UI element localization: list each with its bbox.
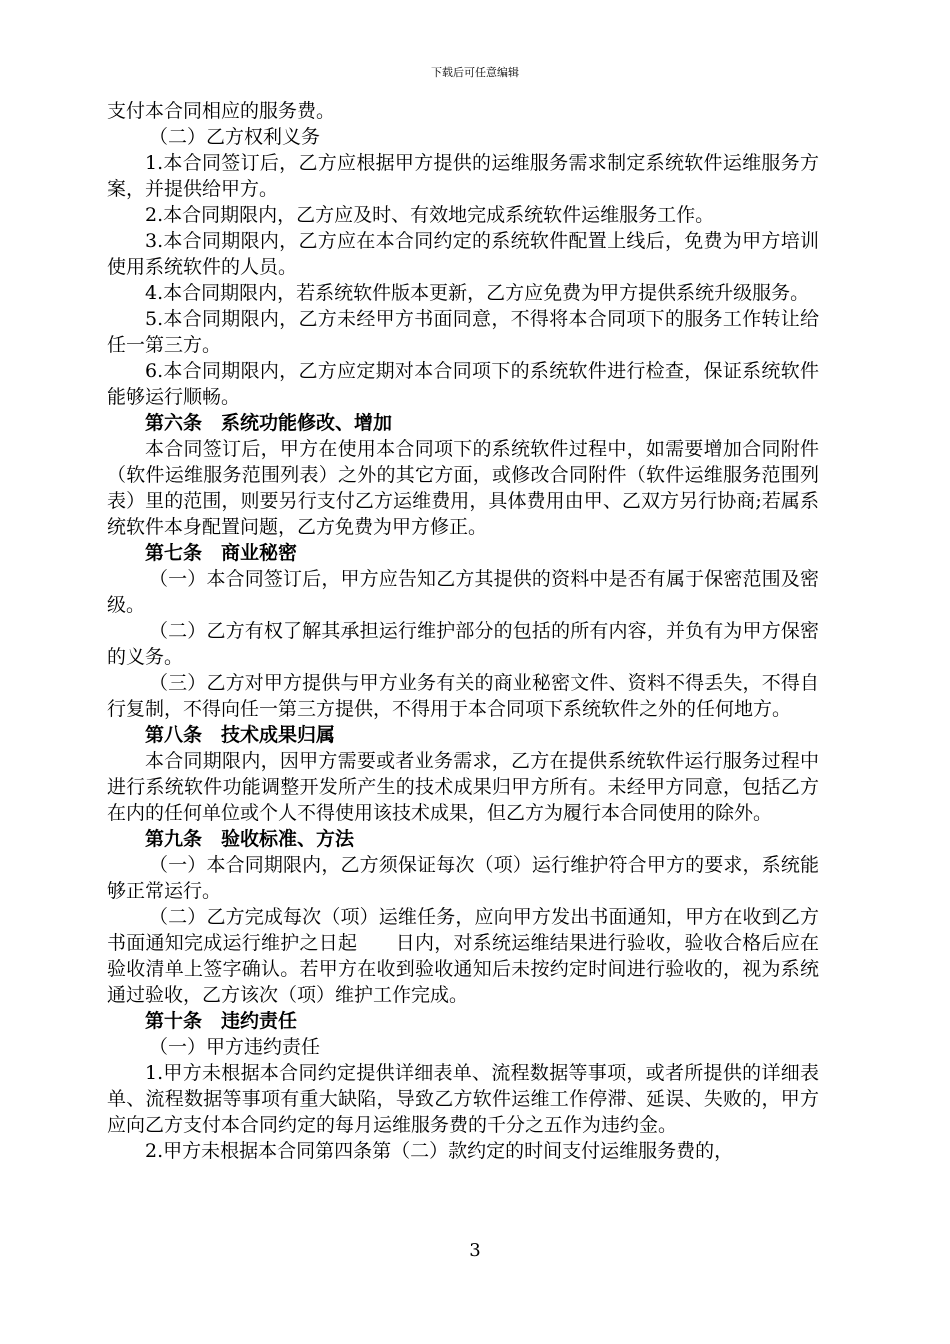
paragraph: 1.本合同签订后，乙方应根据甲方提供的运维服务需求制定系统软件运维服务方案，并提供给甲方。 [107,152,819,200]
article-heading: 第六条 系统功能修改、增加 [145,412,393,434]
article-heading: 第八条 技术成果归属 [145,724,336,746]
section-subheading: （二）乙方权利义务 [149,126,321,148]
paragraph: （三）乙方对甲方提供与甲方业务有关的商业秘密文件、资料不得丢失，不得自行复制，不得向任一第三方提供，不得用于本合同项下系统软件之外的任何地方。 [107,672,819,720]
paragraph: （二）乙方有权了解其承担运行维护部分的包括的所有内容，并负有为甲方保密的义务。 [107,620,819,668]
page-header-note: 下载后可任意编辑 [431,66,519,79]
paragraph: 6.本合同期限内，乙方应定期对本合同项下的系统软件进行检查，保证系统软件能够运行顺畅。 [107,360,819,408]
paragraph: 5.本合同期限内，乙方未经甲方书面同意，不得将本合同项下的服务工作转让给任一第三方。 [107,308,819,356]
article-heading: 第十条 违约责任 [145,1010,298,1032]
paragraph: 1.甲方未根据本合同约定提供详细表单、流程数据等事项，或者所提供的详细表单、流程数据等事项有重大缺陷，导致乙方软件运维工作停滞、延误、失败的，甲方应向乙方支付本合同约定的每月运维服务费的千分之五作为违约金。 [107,1062,819,1136]
paragraph: （一）本合同期限内，乙方须保证每次（项）运行维护符合甲方的要求，系统能够正常运行。 [107,854,819,902]
paragraph: 本合同签订后，甲方在使用本合同项下的系统软件过程中，如需要增加合同附件（软件运维服务范围列表）之外的其它方面，或修改合同附件（软件运维服务范围列表）里的范围，则要另行支付乙方运维费用，具体费用由甲、乙双方另行协商;若属系统软件本身配置问题，乙方免费为甲方修正。 [107,438,819,538]
paragraph: 本合同期限内，因甲方需要或者业务需求，乙方在提供系统软件运行服务过程中进行系统软件功能调整开发所产生的技术成果归甲方所有。未经甲方同意，包括乙方在内的任何单位或个人不得使用该技术成果，但乙方为履行本合同使用的除外。 [107,750,819,824]
paragraph: 2.本合同期限内，乙方应及时、有效地完成系统软件运维服务工作。 [145,204,715,226]
paragraph: （一）本合同签订后，甲方应告知乙方其提供的资料中是否有属于保密范围及密级。 [107,568,819,616]
paragraph: 支付本合同相应的服务费。 [107,100,336,122]
article-heading: 第七条 商业秘密 [145,542,298,564]
page-number: 3 [469,1240,481,1261]
article-heading: 第九条 验收标准、方法 [145,828,355,850]
section-subheading: （一）甲方违约责任 [149,1036,321,1058]
paragraph: 3.本合同期限内，乙方应在本合同约定的系统软件配置上线后，免费为甲方培训使用系统软件的人员。 [107,230,819,278]
paragraph: （二）乙方完成每次（项）运维任务，应向甲方发出书面通知，甲方在收到乙方书面通知完成运行维护之日起 日内，对系统运维结果进行验收，验收合格后应在验收清单上签字确认。若甲方在收到验收通知后未按约定时间进行验收的，视为系统通过验收，乙方该次（项）维护工作完成。 [107,906,819,1006]
document-body [107,98,819,1164]
paragraph: 2.甲方未根据本合同第四条第（二）款约定的时间支付运维服务费的， [145,1140,734,1162]
paragraph: 4.本合同期限内，若系统软件版本更新，乙方应免费为甲方提供系统升级服务。 [145,282,810,304]
